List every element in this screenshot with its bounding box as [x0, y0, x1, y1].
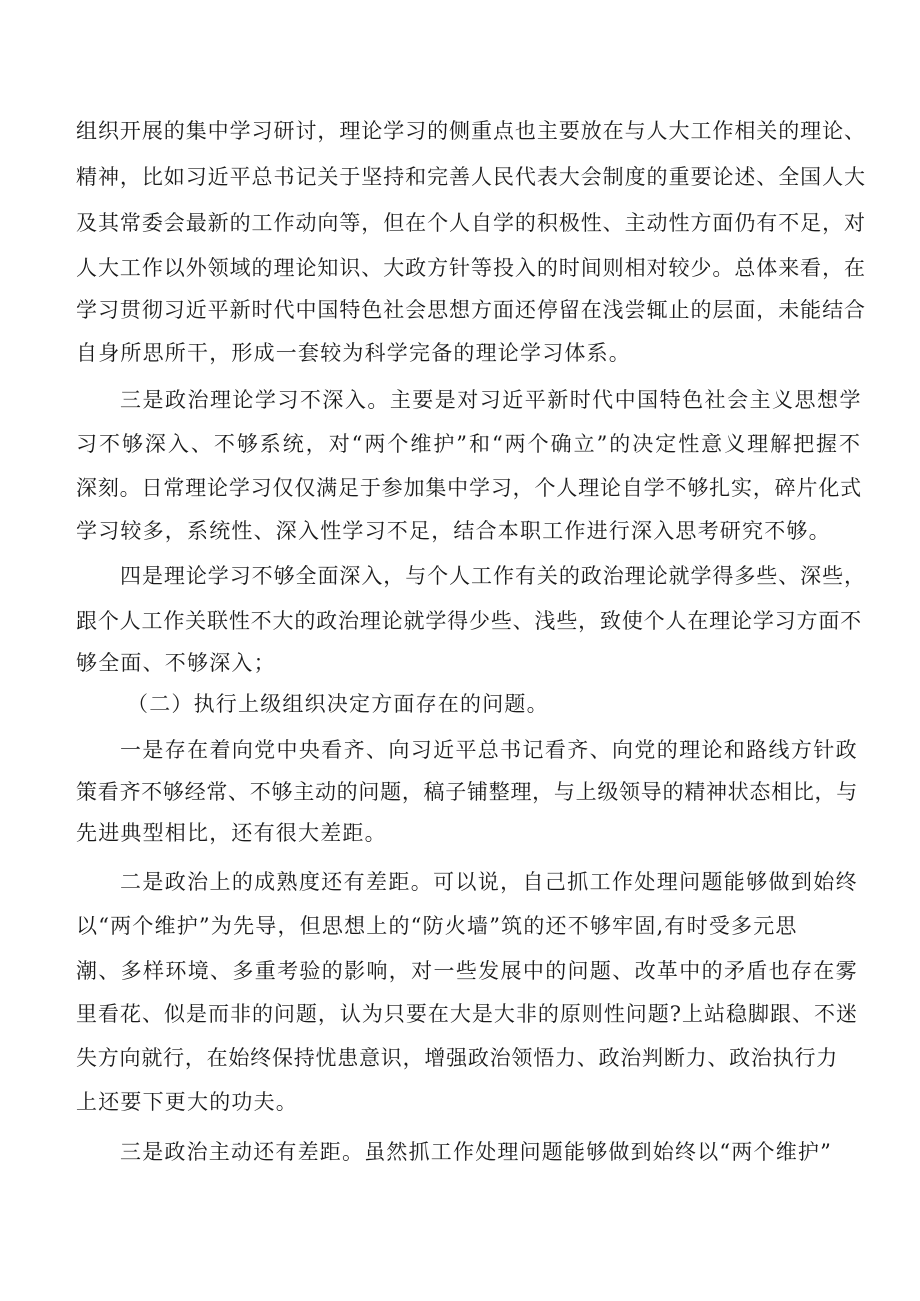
text-line: 二是政治上的成熟度还有差距。可以说，自己抓工作处理问题能够做到始终	[120, 870, 858, 894]
text-line: 一是存在着向党中央看齐、向习近平总书记看齐、向党的理论和路线方针政	[120, 738, 858, 762]
text-line: 深刻。日常理论学习仅仅满足于参加集中学习，个人理论自学不够扎实，碎片化式	[76, 476, 862, 500]
text-line: 够全面、不够深入；	[76, 651, 276, 675]
text-line: 三是政治理论学习不深入。主要是对习近平新时代中国特色社会主义思想学	[120, 388, 862, 412]
text-line: 潮、多样环境、多重考验的影响，对一些发展中的问题、改革中的矛盾也存在雾	[76, 959, 858, 983]
text-line: 失方向就行，在始终保持忧患意识，增强政治领悟力、政治判断力、政治执行力	[76, 1046, 838, 1070]
text-line: 精神，比如习近平总书记关于坚持和完善人民代表大会制度的重要论述、全国人大	[76, 165, 866, 189]
text-line: 组织开展的集中学习研讨，理论学习的侧重点也主要放在与人大工作相关的理论、	[76, 119, 866, 143]
section-heading: （二）执行上级组织决定方面存在的问题。	[127, 692, 549, 716]
text-line: 习不够深入、不够系统，对“两个维护”和“两个确立”的决定性意义理解把握不	[76, 432, 862, 456]
text-line: 跟个人工作关联性不大的政治理论就学得少些、浅些，致使个人在理论学习方面不	[76, 609, 862, 633]
text-line: 以“两个维护”为先导，但思想上的“防火墙”筑的还不够牢固,有时受多元思	[76, 914, 798, 938]
text-line: 三是政治主动还有差距。虽然抓工作处理问题能够做到始终以“两个维护”	[120, 1140, 833, 1164]
text-line: 人大工作以外领域的理论知识、大政方针等投入的时间则相对较少。总体来看，在	[76, 256, 866, 280]
text-line: 四是理论学习不够全面深入，与个人工作有关的政治理论就学得多些、深些，	[120, 564, 866, 588]
text-line: 学习贯彻习近平新时代中国特色社会思想方面还停留在浅尝辄止的层面，未能结合	[76, 298, 866, 322]
text-line: 学习较多，系统性、深入性学习不足，结合本职工作进行深入思考研究不够。	[76, 519, 831, 543]
text-line: 上还要下更大的功夫。	[76, 1090, 298, 1114]
text-line: 先进典型相比，还有很大差距。	[76, 821, 387, 845]
text-line: 策看齐不够经常、不够主动的问题，稿子铺整理，与上级领导的精神状态相比，与	[76, 780, 858, 804]
text-line: 里看花、似是而非的问题，认为只要在大是大非的原则性问题?上站稳脚跟、不迷	[76, 1002, 858, 1026]
text-line: 自身所思所干，形成一套较为科学完备的理论学习体系。	[76, 341, 631, 365]
text-line: 及其常委会最新的工作动向等，但在个人自学的积极性、主动性方面仍有不足，对	[76, 211, 866, 235]
